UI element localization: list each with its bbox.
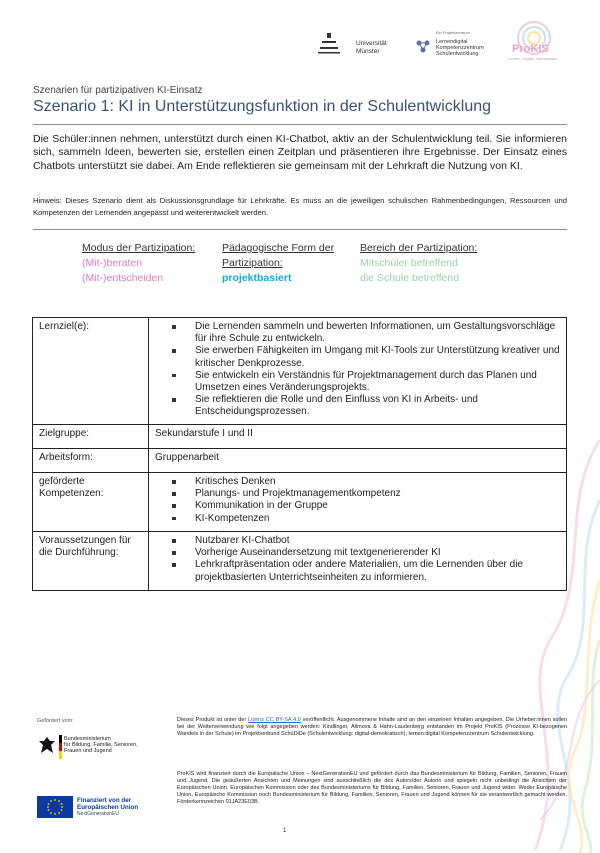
- row-label: Arbeitsform:: [33, 449, 149, 473]
- lernendigital-logo: [414, 30, 494, 62]
- table-row: [33, 425, 567, 449]
- table-row: [33, 449, 567, 473]
- participation-area-heading: Bereich der Partizipation:: [360, 242, 478, 254]
- zsl-line1: Lernendigital: [436, 39, 468, 45]
- row-label: Lernziel(e):: [33, 318, 149, 425]
- bmfsfj-logo: [37, 735, 177, 761]
- row-label: geförderte Kompetenzen:: [33, 473, 149, 532]
- participation-form-heading-1: Pädagogische Form der: [222, 242, 335, 254]
- eu-funding-logo: [37, 796, 177, 820]
- row-label: Zielgruppe:: [33, 425, 149, 449]
- participation-area: [360, 241, 477, 285]
- eu-text: [77, 797, 177, 811]
- list-item: Planungs- und Projektmanagementkompetenz: [195, 488, 560, 500]
- eu-flag-icon: [37, 796, 73, 818]
- scenario-info-table: [32, 317, 567, 591]
- table-row: [33, 318, 567, 425]
- participation-form-heading-2: Partizipation:: [222, 256, 283, 269]
- license-link[interactable]: Lizenz CC BY-SA 4.0: [248, 717, 301, 723]
- bullet-list: [155, 476, 560, 525]
- row-content: [149, 318, 567, 425]
- license-post: veröffentlicht. Ausgenommene Inhalte sind an den einzelnen Inhalten angegeben. Die Urheber:innen sollen bei der Weiterverwendung wie folgt angegeben werden: Kindlinger, Alimova & Hahn-Laudenberg entstanden im Projekt ProKIS (Prozesse KI-bezogenen Wandels in der Schule) im Projektverbund SchüDiDe (Schulentwicklung: digital-demokratisch), lernen:digital Kompetenzzentrum Schulentwicklung.: [177, 717, 567, 737]
- participation-form-1: projektbasiert: [222, 271, 292, 284]
- lernendigital-mark-icon: [414, 38, 432, 56]
- table-row: [33, 473, 567, 532]
- prokis-name: ProKIS: [512, 43, 549, 55]
- bullet-list: [155, 321, 560, 419]
- eu-line2: Europäischen Union: [77, 804, 139, 811]
- federal-eagle-icon: [37, 735, 57, 759]
- participation-mode-heading: Modus der Partizipation:: [82, 242, 196, 254]
- bmfsfj-line2: für Bildung, Familie, Senioren,: [64, 742, 138, 749]
- list-item: Sie entwickeln ein Verständnis für Projektmanagement durch das Planen und Umsetzen eines Veränderungsprojekts.: [195, 370, 560, 394]
- funding-text: ProKIS wird finanziert durch die Europäische Union – NextGenerationEU und gefördert durch das Bundesministerium für Bildung, Familien, Senioren, Frauen und Jugend. Die geäußerten Ansichten und Meinungen sind ausschließlich die des Autors/der Autorin und spiegeln nicht unbedingt die Ansichten der Europäischen Union, Europäischen Kommission oder des Bundesministeriums für Bildung, Familien, Senioren, Frauen und Jugend wider. Weder Europäische Union, Europäische Kommission noch Bundesministerium für Bildung, Familien, Senioren, Frauen und Jugend können für sie verantwortlich gemacht werden. Förderkennzeichen 01JA23E03B.: [177, 771, 567, 805]
- intro-paragraph: Die Schüler:innen nehmen, unterstützt durch einen KI-Chatbot, aktiv an der Schulentwicklung teil. Sie informieren sich, sammeln Ideen, bewerten sie, erstellen einen Zeitplan und präsentieren ihre Ergebnisse. Der Einsatz eines Chatbots unterstützt sie dabei. Am Ende reflektieren sie gemeinsam mit der Lehrkraft die Nutzung von KI.: [33, 133, 567, 172]
- list-item: Die Lernenden sammeln und bewerten Informationen, um Gestaltungsvorschläge für ihre Schule zu entwickeln.: [195, 321, 560, 345]
- eu-line3: NextGenerationEU: [77, 811, 119, 817]
- uni-name-line2: Münster: [356, 48, 380, 55]
- bullet-list: [155, 535, 560, 584]
- funded-by-label: Gefördert vom:: [37, 718, 74, 724]
- zsl-top-label: Ein Projektzentrum: [436, 30, 470, 35]
- bmfsfj-line1: Bundesministerium: [64, 736, 111, 742]
- list-item: Vorherige Auseinandersetzung mit textgenerierender KI: [195, 547, 560, 559]
- license-pre: Dieses Produkt ist unter der: [177, 717, 249, 723]
- license-text: [177, 717, 567, 738]
- participation-mode-1: (Mit-)beraten: [82, 256, 143, 269]
- uni-name-line1: Universität: [356, 40, 387, 47]
- participation-mode-2: (Mit-)entscheiden: [82, 271, 164, 284]
- page-number: 1: [283, 828, 287, 834]
- bmfsfj-line3: Frauen und Jugend: [64, 748, 112, 755]
- universitaet-muenster-logo: [318, 32, 396, 58]
- participation-area-2: die Schule betreffend: [360, 271, 460, 284]
- prokis-logo: [500, 18, 562, 66]
- list-item: Kommunikation in der Gruppe: [195, 500, 560, 512]
- table-row: [33, 532, 567, 591]
- row-value: Sekundarstufe I und II: [149, 425, 567, 449]
- kicker: Szenarien für partizipativen KI-Einsatz: [33, 85, 203, 96]
- hint-divider: [33, 229, 567, 230]
- university-mark-icon: [318, 32, 340, 54]
- title-divider: [33, 124, 567, 125]
- zsl-line3: Schulentwicklung: [436, 51, 479, 57]
- page-title: Szenario 1: KI in Unterstützungsfunktion in der Schulentwicklung: [33, 98, 492, 115]
- bmfsfj-text: [64, 736, 138, 755]
- row-value: Gruppenarbeit: [149, 449, 567, 473]
- list-item: Sie erwerben Fähigkeiten im Umgang mit KI-Tools zur Unterstützung kreativer und kritischer Denkprozesse.: [195, 345, 560, 369]
- eu-line1: Finanziert von der: [77, 797, 132, 804]
- participation-mode: [82, 241, 195, 285]
- list-item: Kritisches Denken: [195, 476, 560, 488]
- row-content: [149, 473, 567, 532]
- hint-paragraph: Hinweis: Dieses Szenario dient als Diskussionsgrundlage für Lehrkräfte. Es muss an die jeweiligen schulischen Rahmenbedingungen, Ressourcen und Kompetenzen der Lernenden angepasst und weiterentwickelt werden.: [33, 196, 567, 217]
- list-item: Lehrkraftpräsentation oder andere Materialien, um die Lernenden über die projektbasierten Unterrichtseinheiten zu informieren.: [195, 559, 560, 583]
- list-item: KI-Kompetenzen: [195, 513, 560, 525]
- participation-area-1: Mitschüler betreffend: [360, 256, 458, 269]
- row-content: [149, 532, 567, 591]
- zsl-line2: Kompetenzzentrum: [436, 45, 484, 51]
- row-label: Voraussetzungen für die Durchführung:: [33, 532, 149, 591]
- list-item: Nutzbarer KI-Chatbot: [195, 535, 560, 547]
- participation-form: [222, 241, 334, 285]
- prokis-subline: Lernen. Digital. Gemeinsam.: [508, 56, 559, 61]
- german-flag-bar-icon: [59, 735, 62, 759]
- list-item: Sie reflektieren die Rolle und den Einfluss von KI in Arbeits- und Entscheidungsprozessen.: [195, 394, 560, 418]
